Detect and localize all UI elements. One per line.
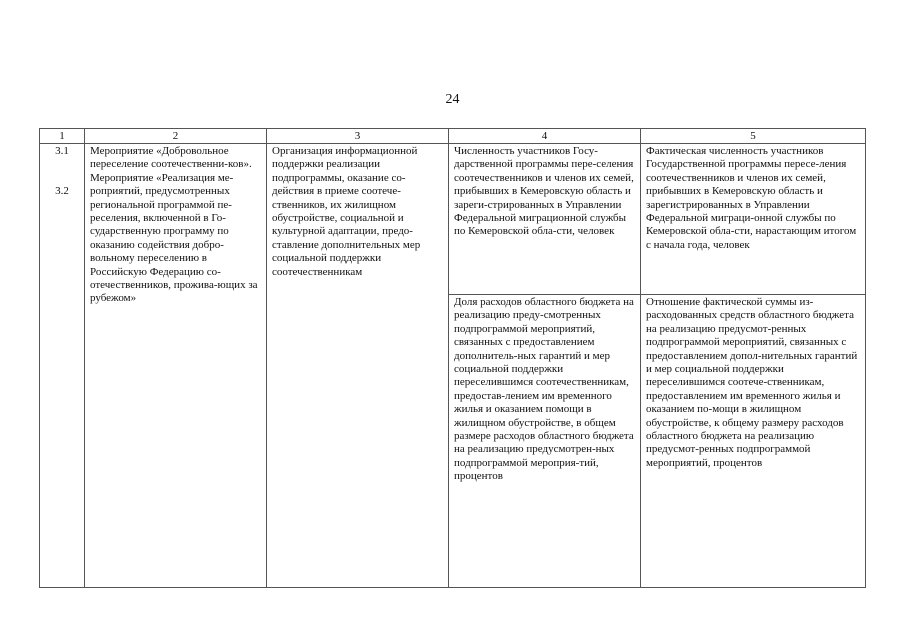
- measure-names-cell: [85, 144, 267, 588]
- measure-number: 3.1: [55, 145, 69, 157]
- measure-description-cell: Организация информационной поддержки реализации подпрограммы, оказание со-действия в приеме соотече-ственников, их жилищном обустройстве, социальной и культурной адаптации, предо-ставление дополнительных мер социальной поддержки соотечественникам: [267, 144, 449, 588]
- header-col-4: 4: [449, 129, 641, 144]
- indicator-name-cell: Численность участников Госу-дарственной программы пере-селения соотечественников и членов их семей, прибывших в Кемеровскую область и зареги-стрированных в Управлении Федеральной миграционной службы по Кемеровской обла-сти, человек: [449, 144, 641, 295]
- measure-number: 3.2: [55, 185, 69, 198]
- table-header-row: [40, 129, 866, 144]
- header-col-3: 3: [267, 129, 449, 144]
- program-table: [39, 128, 866, 588]
- measure-numbers-cell: [40, 144, 85, 588]
- header-col-2: 2: [85, 129, 267, 144]
- header-col-5: 5: [641, 129, 866, 144]
- table-row: [40, 144, 866, 295]
- measure-name: Мероприятие «Добровольное переселение соотечественни-ков».: [90, 145, 252, 171]
- header-col-1: 1: [40, 129, 85, 144]
- measure-name: Мероприятие «Реализация ме-роприятий, предусмотренных региональной программой пе-реселения, включенной в Го-сударственную программу по оказанию содействия добро-вольному переселению в Российскую Федерацию со-отечественников, прожива-ющих за рубежом»: [90, 171, 258, 305]
- indicator-name-cell: Доля расходов областного бюджета на реализацию преду-смотренных подпрограммой мероприятий, связанных с предоставлением дополнитель-ных гарантий и мер социальной поддержки переселившимся соотечественникам, предостав-лением им временного жилья и оказанием помощи в жилищном обустройстве, в общем размере расходов областного бюджета на реализацию предусмотрен-ных подпрограммой мероприя-тий, процентов: [449, 295, 641, 588]
- indicator-method-cell: Фактическая численность участников Государственной программы пересе-ления соотечественников и членов их семей, прибывших в Кемеровскую область и зарегистрированных в Управлении Федеральной миграци-онной службы по Кемеровской обла-сти, нарастающим итогом с начала года, человек: [641, 144, 866, 295]
- page-number: 24: [445, 92, 460, 107]
- indicator-method-cell: Отношение фактической суммы из-расходованных средств областного бюджета на реализацию предусмот-ренных подпрограммой мероприятий, связанных с предоставлением допол-нительных гарантий и мер социальной поддержки переселившимся соотече-ственникам, предоставлением им временного жилья и оказанием по-мощи в жилищном обустройстве, к общему размеру расходов областного бюджета на реализацию предусмот-ренных подпрограммой мероприятий, процентов: [641, 295, 866, 588]
